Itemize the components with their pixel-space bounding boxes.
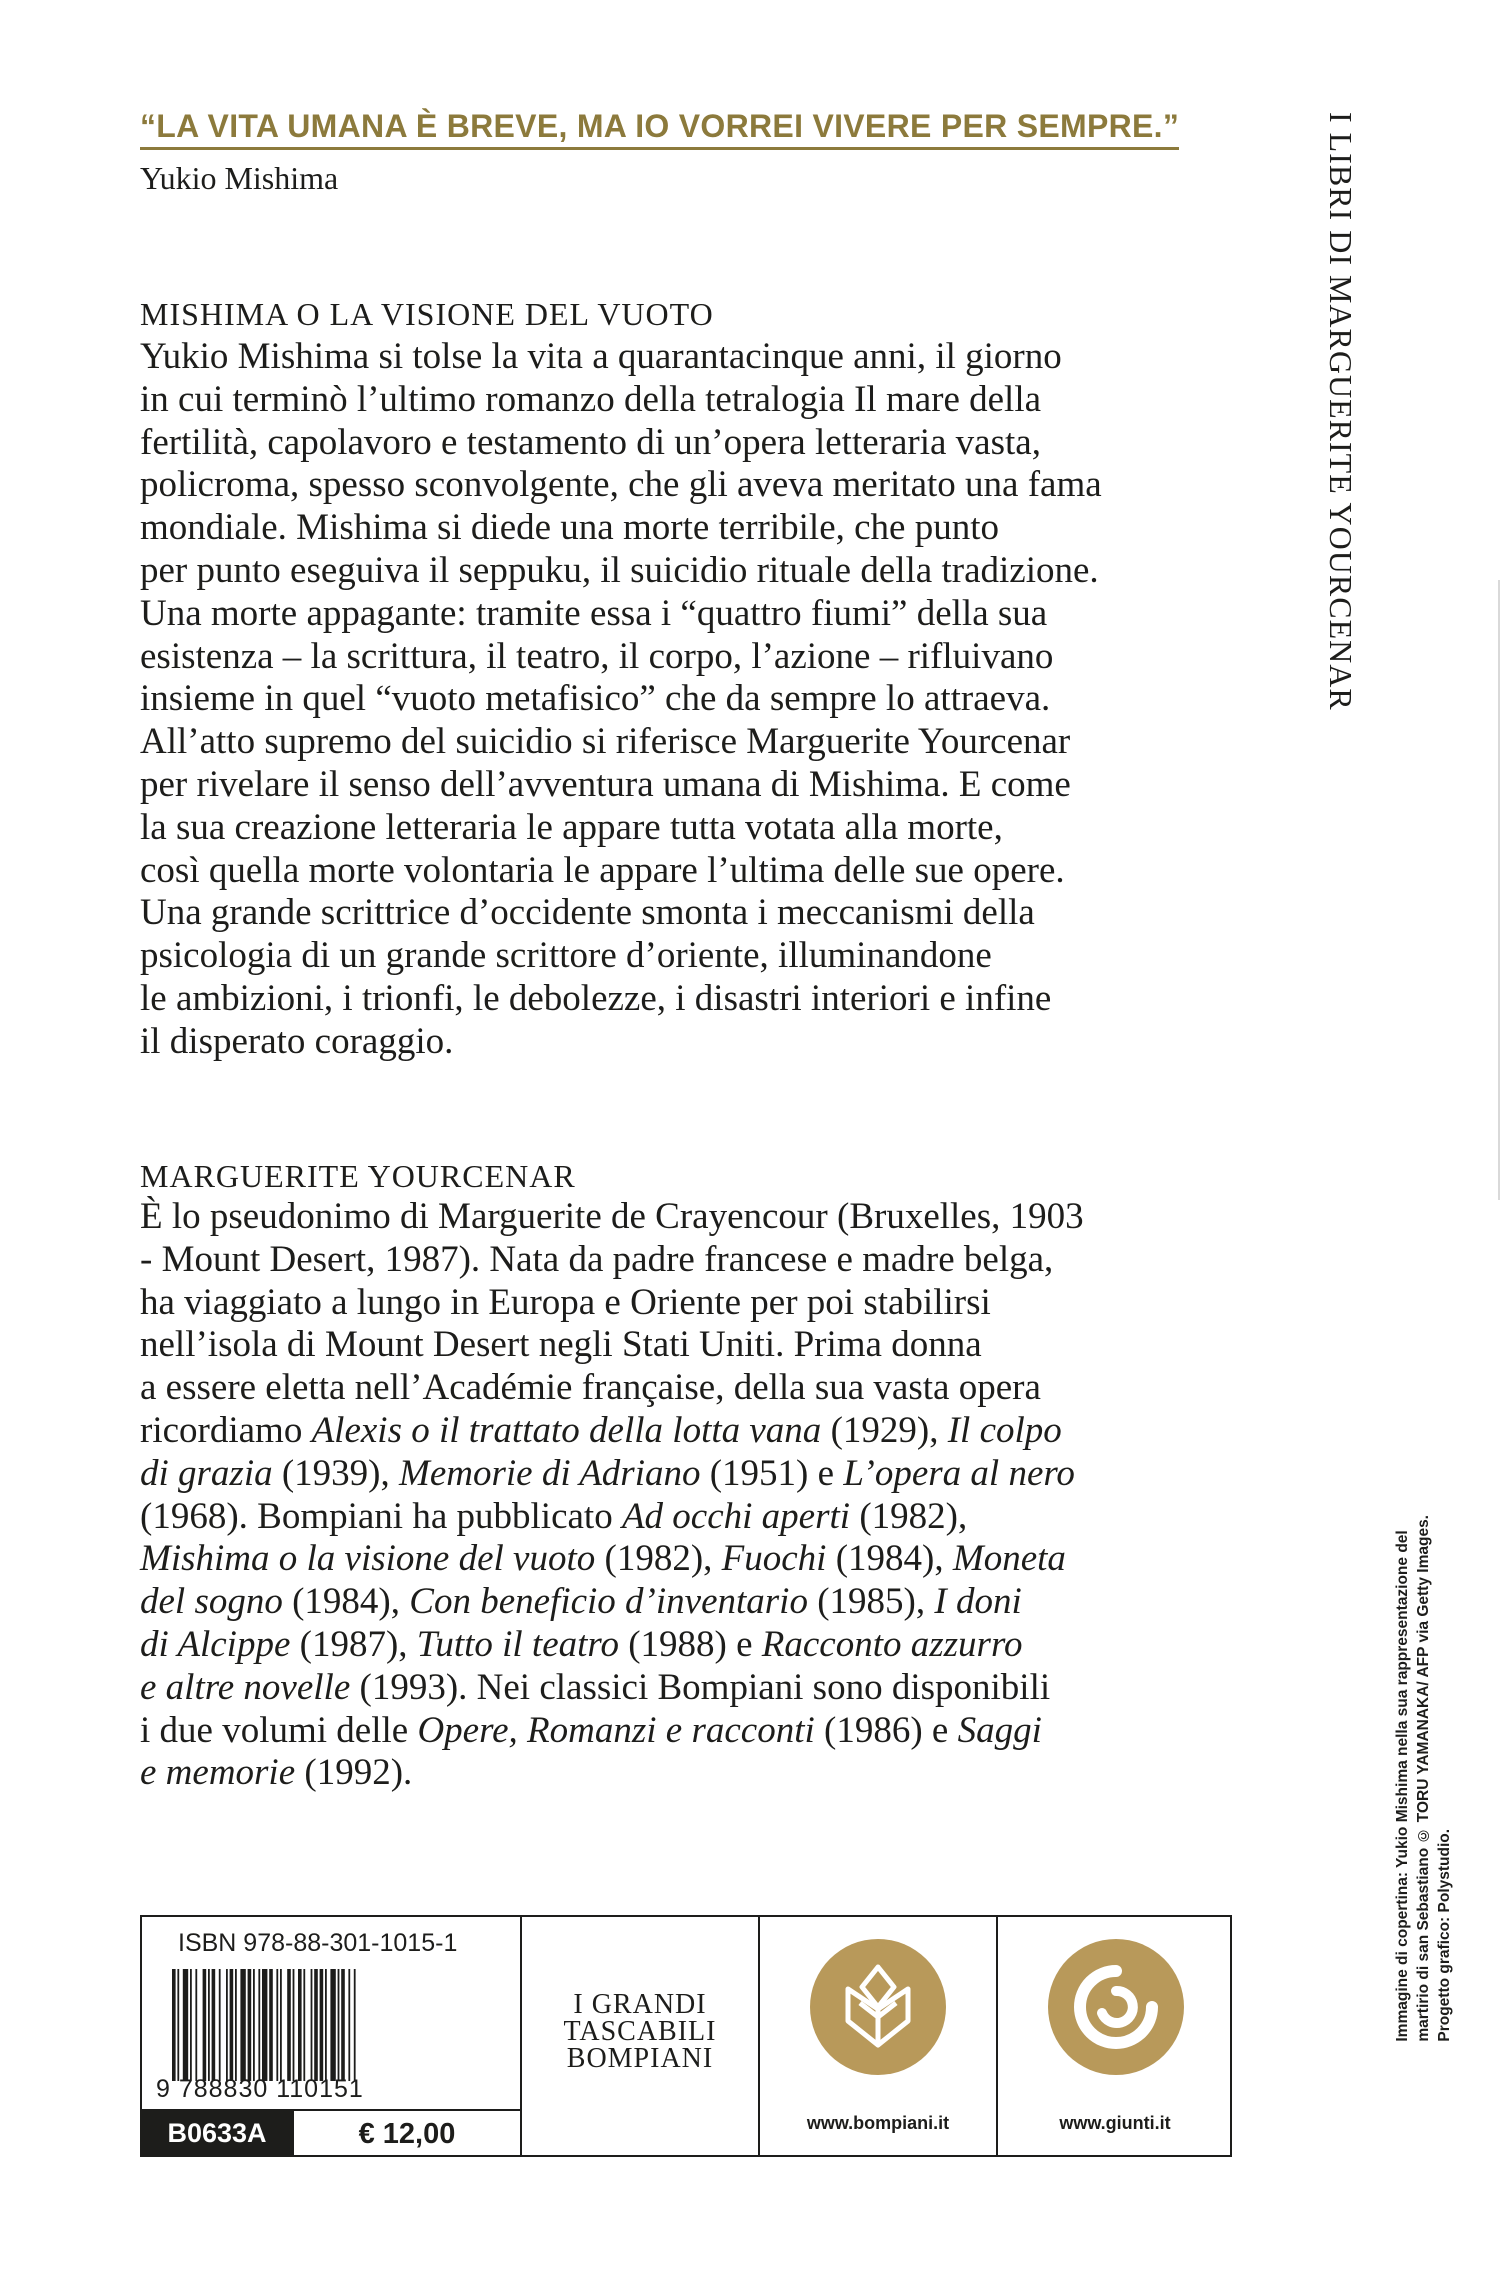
credit-line: Immagine di copertina: Yukio Mishima nella sua rappresentazione del [1394,1530,1411,2042]
barcode-bar [287,1969,291,2081]
bompiani-cell [758,1917,996,2155]
book-title: Racconto azzurro [761,1623,1023,1665]
barcode-bar [298,1969,302,2081]
barcode-bar [183,1969,188,2081]
barcode-bar [240,1969,245,2081]
barcode-bar [320,1969,324,2081]
bio-text: (1987), [290,1623,417,1665]
barcode-panel [140,1915,1232,2157]
synopsis-line: per punto eseguiva il seppuku, il suicidio rituale della tradizione. [140,549,1099,591]
book-title: Moneta [952,1538,1066,1580]
price-label: € 12,00 [292,2109,520,2157]
catalog-code: B0633A [142,2109,292,2157]
bio-line [140,1453,1240,1496]
bio-line [140,1324,1240,1367]
barcode-bar [314,1969,318,2081]
bio-text: (1985), [807,1581,935,1623]
barcode-bar [330,1969,335,2081]
barcode-bar [338,1969,340,2081]
bio-text: (1951) e [700,1452,844,1494]
cover-credits [1392,1515,1455,2042]
bio-text: nell’isola di Mount Desert negli Stati Uniti. Prima donna [140,1324,982,1366]
book-title: Con beneficio d’inventario [409,1581,808,1623]
barcode-bar [269,1969,273,2081]
bio-text: ha viaggiato a lungo in Europa e Oriente per poi stabilirsi [140,1281,991,1323]
bio-line [140,1239,1240,1282]
book-title: Mishima o la visione del vuoto [140,1538,596,1580]
book-title: Opere, Romanzi e racconti [417,1709,815,1751]
book-title: del sogno [140,1581,283,1623]
book-title: Fuochi [721,1538,827,1580]
barcode-bar [354,1969,356,2081]
synopsis-line: le ambizioni, i trionfi, le debolezze, i disastri interiori e infine [140,977,1052,1019]
barcode-bar [172,1969,176,2081]
synopsis-line: la sua creazione letteraria le appare tutta votata alla morte, [140,806,1003,848]
bio-text: (1993). Nei classici Bompiani sono disponibili [350,1666,1051,1708]
bio-text: (1982), [850,1495,968,1537]
bio-line [140,1624,1240,1667]
author-bio-text [140,1196,1240,1795]
bio-text: - Mount Desert, 1987). Nata da padre francese e madre belga, [140,1238,1054,1280]
book-title: e altre novelle [140,1666,351,1708]
bio-line [140,1367,1240,1410]
bio-line [140,1410,1240,1453]
series-line: I GRANDI [573,1989,707,2020]
synopsis-line: per rivelare il senso dell’avventura umana di Mishima. E come [140,763,1071,805]
bio-line [140,1710,1240,1753]
synopsis-line: psicologia di un grande scrittore d’oriente, illuminandone [140,935,992,977]
giunti-cell [996,1917,1232,2155]
bio-text: (1986) e [814,1709,958,1751]
bio-line [140,1667,1240,1710]
bio-line [140,1538,1240,1581]
synopsis-line: Una grande scrittrice d’occidente smonta i meccanismi della [140,892,1035,934]
bio-line [140,1282,1240,1325]
series-side-title: I LIBRI DI MARGUERITE YOURCENAR [1323,112,1359,711]
barcode-bar [303,1969,305,2081]
synopsis-line: così quella morte volontaria le appare l’ultima delle sue opere. [140,849,1065,891]
barcode-bar [262,1969,267,2081]
synopsis-line: mondiale. Mishima si diede una morte terribile, che punto [140,507,1000,549]
synopsis-line: fertilità, capolavoro e testamento di un’opera letteraria vasta, [140,421,1041,463]
barcode-bar [177,1969,179,2081]
book-title: Tutto il teatro [416,1623,619,1665]
barcode-bar [235,1969,237,2081]
barcode-bar [219,1969,221,2081]
series-name [522,1991,758,2072]
synopsis-line: il disperato coraggio. [140,1020,454,1062]
barcode-bar [195,1969,197,2081]
bio-text: (1992). [295,1752,413,1794]
bompiani-logo-icon [808,1937,948,2077]
barcode-bar [208,1969,210,2081]
synopsis-line: policroma, spesso sconvolgente, che gli aveva meritato una fama [140,464,1102,506]
bio-text: (1939), [272,1452,400,1494]
synopsis-line: insieme in quel “vuoto metafisico” che da sempre lo attraeva. [140,678,1051,720]
synopsis-line: in cui terminò l’ultimo romanzo della tetralogia Il mare della [140,378,1042,420]
barcode-bar [348,1969,350,2081]
book-title: di Alcippe [140,1623,291,1665]
series-cell [520,1917,758,2155]
synopsis-heading [140,296,714,333]
bio-line [140,1752,1240,1795]
bio-line [140,1196,1240,1239]
bio-text: È lo pseudonimo di Marguerite de Crayencour (Bruxelles, 1903 [140,1196,1084,1237]
bio-text: (1984), [826,1538,953,1580]
series-line: TASCABILI [563,2016,717,2047]
bio-text: (1988) e [618,1623,762,1665]
credit-line: Progetto grafico: Polystudio. [1436,1828,1453,2042]
isbn-label: ISBN 978-88-301-1015-1 [178,1929,458,1957]
synopsis-line: All’atto supremo del suicidio si riferisce Marguerite Yourcenar [140,721,1071,763]
synopsis-heading-title: MISHIMA [140,296,288,332]
barcode-bar [253,1969,255,2081]
barcode-bar [190,1969,192,2081]
barcode-bar [248,1969,252,2081]
barcode-bar [276,1969,278,2081]
author-heading: MARGUERITE YOURCENAR [140,1158,576,1194]
bio-line [140,1496,1240,1539]
back-cover-quote: “LA VITA UMANA È BREVE, MA IO VORREI VIVERE PER SEMPRE.” [140,108,1179,150]
book-title: L’opera al nero [843,1452,1075,1494]
bio-text: (1982), [595,1538,722,1580]
barcode-bar [341,1969,345,2081]
barcode-bar [280,1969,282,2081]
bio-text: ricordiamo [140,1409,312,1451]
barcode-bar [212,1969,216,2081]
book-title: Alexis o il trattato della lotta vana [311,1409,822,1451]
synopsis-line: Una morte appagante: tramite essa i “quattro fiumi” della sua [140,592,1048,634]
series-line: BOMPIANI [566,2043,714,2074]
credit-line: martirio di san Sebastiano © TORU YAMANAKA/ AFP via Getty Images. [1415,1515,1432,2042]
bio-text: i due volumi delle [140,1709,418,1751]
barcode-bar [230,1969,234,2081]
book-title: I doni [934,1581,1022,1623]
barcode-bar [293,1969,295,2081]
barcode-bar [226,1969,228,2081]
book-title: Il colpo [947,1409,1062,1451]
book-title: di grazia [140,1452,273,1494]
book-title: Ad occhi aperti [621,1495,851,1537]
bio-line [140,1581,1240,1624]
synopsis-text [140,336,1240,1064]
giunti-url: www.giunti.it [1059,2113,1171,2133]
barcode-bar [258,1969,260,2081]
bompiani-url: www.bompiani.it [806,2113,950,2133]
book-title: Memorie di Adriano [399,1452,701,1494]
giunti-logo-icon [1046,1937,1186,2077]
book-title: e memorie [140,1752,296,1794]
barcode-bar [203,1969,207,2081]
synopsis-line: Yukio Mishima si tolse la vita a quarantacinque anni, il giorno [140,336,1062,377]
barcode-bar [311,1969,313,2081]
barcode-number: 9 788830 110151 [156,2075,364,2103]
bio-text: (1929), [821,1409,948,1451]
synopsis-line: esistenza – la scrittura, il teatro, il corpo, l’azione – rifluivano [140,635,1054,677]
synopsis-heading-subtitle: O LA VISIONE DEL VUOTO [287,296,714,332]
barcode [172,1969,408,2081]
book-title: Saggi [957,1709,1042,1751]
quote-author: Yukio Mishima [140,160,339,196]
bio-text: (1968). Bompiani ha pubblicato [140,1495,622,1537]
bio-text: (1984), [282,1581,410,1623]
bio-text: a essere eletta nell’Académie française, della sua vasta opera [140,1367,1041,1409]
barcode-bar [325,1969,327,2081]
